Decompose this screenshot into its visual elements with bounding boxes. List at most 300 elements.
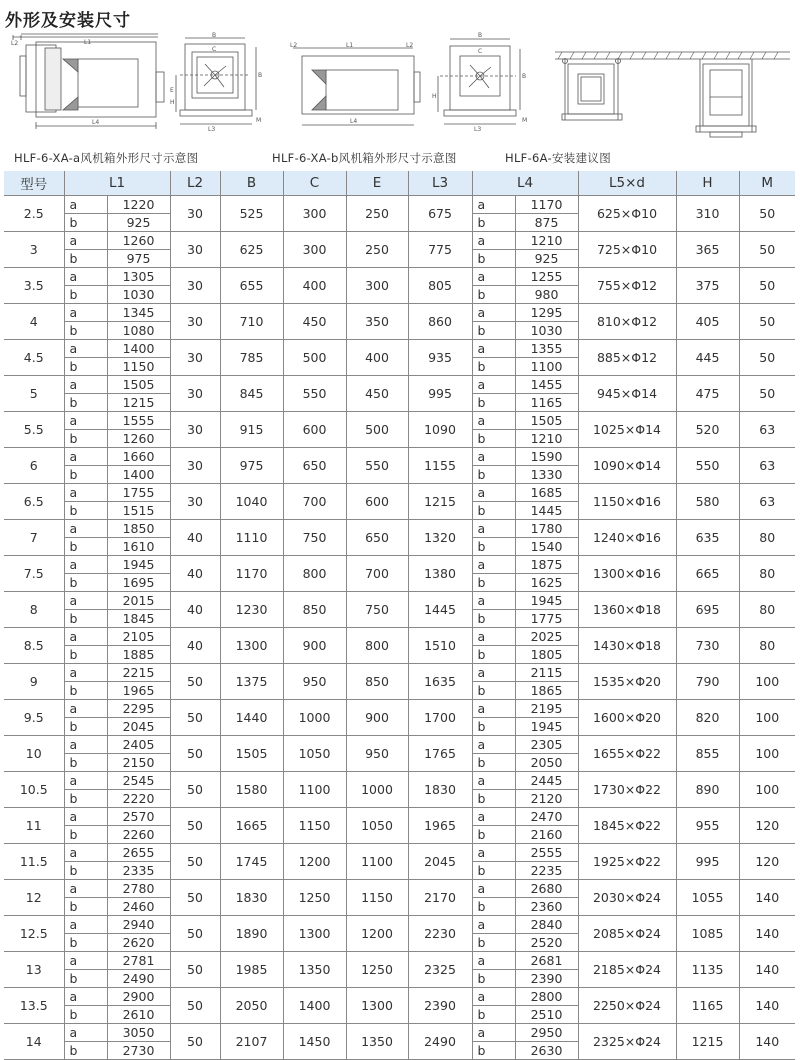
cell-l2: 30	[170, 340, 220, 376]
cell-b: 975	[220, 448, 283, 484]
cell-l2: 40	[170, 520, 220, 556]
cell-l3: 2390	[408, 988, 472, 1024]
cell-h: 695	[676, 592, 739, 628]
cell-h: 890	[676, 772, 739, 808]
cell-l4-a: 1590	[515, 448, 578, 466]
cell-model: 14	[4, 1024, 64, 1060]
cell-l5d: 625×Φ10	[578, 196, 676, 232]
cell-l4-a: 1780	[515, 520, 578, 538]
table-body	[4, 196, 795, 1060]
cell-l1-sub-b: b	[64, 826, 107, 844]
cell-c: 400	[283, 268, 346, 304]
cell-l4-b: 1165	[515, 394, 578, 412]
cell-l4-a: 2470	[515, 808, 578, 826]
cell-h: 955	[676, 808, 739, 844]
cell-m: 80	[739, 592, 795, 628]
cell-l2: 30	[170, 196, 220, 232]
cell-l1-a: 1660	[107, 448, 170, 466]
cell-b: 915	[220, 412, 283, 448]
cell-l4-a: 1875	[515, 556, 578, 574]
cell-l4-b: 2360	[515, 898, 578, 916]
cell-l1-b: 1845	[107, 610, 170, 628]
cell-l3: 1700	[408, 700, 472, 736]
cell-b: 1890	[220, 916, 283, 952]
cell-l2: 30	[170, 376, 220, 412]
cell-l3: 1510	[408, 628, 472, 664]
cell-l4-b: 1100	[515, 358, 578, 376]
table-row	[4, 952, 795, 970]
cell-model: 9.5	[4, 700, 64, 736]
cell-c: 1350	[283, 952, 346, 988]
cell-l4-sub-a: a	[472, 484, 515, 502]
cell-c: 950	[283, 664, 346, 700]
header-l1: L1	[64, 171, 170, 196]
cell-b: 1110	[220, 520, 283, 556]
cell-l4-sub-a: a	[472, 916, 515, 934]
cell-b: 1830	[220, 880, 283, 916]
cell-c: 850	[283, 592, 346, 628]
cell-l1-sub-b: b	[64, 682, 107, 700]
cell-l1-b: 1150	[107, 358, 170, 376]
cell-h: 635	[676, 520, 739, 556]
cell-h: 375	[676, 268, 739, 304]
cell-m: 120	[739, 844, 795, 880]
cell-l4-sub-b: b	[472, 574, 515, 592]
cell-e: 700	[346, 556, 408, 592]
cell-l4-sub-a: a	[472, 772, 515, 790]
cell-l4-sub-b: b	[472, 646, 515, 664]
cell-m: 80	[739, 556, 795, 592]
cell-l2: 50	[170, 700, 220, 736]
cell-l4-sub-b: b	[472, 862, 515, 880]
cell-h: 475	[676, 376, 739, 412]
cell-l1-a: 2295	[107, 700, 170, 718]
cell-l1-b: 2335	[107, 862, 170, 880]
cell-l1-b: 2150	[107, 754, 170, 772]
cell-l1-b: 1515	[107, 502, 170, 520]
cell-l5d: 2185×Φ24	[578, 952, 676, 988]
cell-l1-sub-a: a	[64, 412, 107, 430]
cell-l1-a: 1505	[107, 376, 170, 394]
cell-l1-a: 1305	[107, 268, 170, 286]
header-c: C	[283, 171, 346, 196]
cell-l3: 2490	[408, 1024, 472, 1060]
cell-m: 63	[739, 448, 795, 484]
cell-l5d: 1240×Φ16	[578, 520, 676, 556]
cell-l2: 50	[170, 772, 220, 808]
table-row	[4, 880, 795, 898]
table-row	[4, 268, 795, 286]
table-row	[4, 1024, 795, 1042]
cell-l4-a: 2195	[515, 700, 578, 718]
cell-l1-sub-a: a	[64, 1024, 107, 1042]
header-e: E	[346, 171, 408, 196]
cell-m: 63	[739, 412, 795, 448]
cell-e: 650	[346, 520, 408, 556]
cell-c: 1050	[283, 736, 346, 772]
table-row	[4, 844, 795, 862]
cell-model: 2.5	[4, 196, 64, 232]
cell-l1-sub-b: b	[64, 1006, 107, 1024]
cell-l1-sub-a: a	[64, 448, 107, 466]
cell-l2: 30	[170, 232, 220, 268]
header-l3: L3	[408, 171, 472, 196]
table-row	[4, 376, 795, 394]
fan-box-a-front-view-diagram	[170, 32, 270, 132]
cell-l4-a: 2840	[515, 916, 578, 934]
cell-model: 11	[4, 808, 64, 844]
cell-e: 1350	[346, 1024, 408, 1060]
cell-m: 50	[739, 304, 795, 340]
table-row	[4, 988, 795, 1006]
cell-c: 1400	[283, 988, 346, 1024]
cell-model: 12.5	[4, 916, 64, 952]
cell-c: 450	[283, 304, 346, 340]
cell-l1-sub-b: b	[64, 970, 107, 988]
cell-model: 3	[4, 232, 64, 268]
cell-l3: 2230	[408, 916, 472, 952]
cell-l5d: 1090×Φ14	[578, 448, 676, 484]
cell-l1-sub-a: a	[64, 340, 107, 358]
cell-m: 100	[739, 664, 795, 700]
cell-model: 6.5	[4, 484, 64, 520]
cell-l4-a: 1455	[515, 376, 578, 394]
dim-label-m-2: M	[522, 117, 528, 124]
cell-l1-b: 1695	[107, 574, 170, 592]
cell-l1-sub-a: a	[64, 592, 107, 610]
cell-l1-sub-b: b	[64, 214, 107, 232]
cell-h: 995	[676, 844, 739, 880]
header-l2: L2	[170, 171, 220, 196]
cell-l1-b: 1215	[107, 394, 170, 412]
cell-l1-b: 2730	[107, 1042, 170, 1060]
header-m: M	[739, 171, 795, 196]
cell-l1-b: 2460	[107, 898, 170, 916]
cell-h: 665	[676, 556, 739, 592]
cell-l1-sub-a: a	[64, 628, 107, 646]
cell-c: 900	[283, 628, 346, 664]
cell-l5d: 2085×Φ24	[578, 916, 676, 952]
section-title: 外形及安装尺寸	[5, 11, 131, 31]
cell-l1-sub-b: b	[64, 934, 107, 952]
cell-l4-b: 1945	[515, 718, 578, 736]
cell-c: 1300	[283, 916, 346, 952]
dim-label-b-vertical: B	[258, 72, 263, 79]
cell-model: 3.5	[4, 268, 64, 304]
cell-l3: 675	[408, 196, 472, 232]
cell-m: 80	[739, 628, 795, 664]
cell-l1-sub-b: b	[64, 430, 107, 448]
cell-l4-sub-b: b	[472, 250, 515, 268]
cell-e: 750	[346, 592, 408, 628]
table-row	[4, 592, 795, 610]
cell-l3: 1445	[408, 592, 472, 628]
cell-l4-a: 2681	[515, 952, 578, 970]
cell-m: 120	[739, 808, 795, 844]
dim-label-l2: L2	[11, 40, 19, 47]
cell-l1-b: 1400	[107, 466, 170, 484]
cell-e: 1050	[346, 808, 408, 844]
cell-l4-b: 925	[515, 250, 578, 268]
cell-model: 7.5	[4, 556, 64, 592]
cell-l4-sub-a: a	[472, 1024, 515, 1042]
cell-model: 13	[4, 952, 64, 988]
cell-m: 140	[739, 916, 795, 952]
cell-b: 1040	[220, 484, 283, 520]
cell-h: 445	[676, 340, 739, 376]
fan-box-b-side-view-diagram	[288, 32, 428, 132]
cell-l4-b: 2160	[515, 826, 578, 844]
cell-model: 4	[4, 304, 64, 340]
cell-l2: 50	[170, 736, 220, 772]
cell-l4-sub-a: a	[472, 304, 515, 322]
cell-l4-sub-b: b	[472, 286, 515, 304]
cell-l5d: 755×Φ12	[578, 268, 676, 304]
cell-l1-sub-a: a	[64, 304, 107, 322]
cell-h: 855	[676, 736, 739, 772]
cell-c: 500	[283, 340, 346, 376]
cell-e: 950	[346, 736, 408, 772]
cell-l4-b: 1805	[515, 646, 578, 664]
cell-e: 600	[346, 484, 408, 520]
cell-b: 1230	[220, 592, 283, 628]
cell-h: 1135	[676, 952, 739, 988]
cell-e: 850	[346, 664, 408, 700]
cell-e: 1000	[346, 772, 408, 808]
cell-e: 250	[346, 232, 408, 268]
cell-l4-sub-b: b	[472, 970, 515, 988]
cell-h: 1165	[676, 988, 739, 1024]
table-row	[4, 700, 795, 718]
table-row	[4, 736, 795, 754]
cell-l5d: 2325×Φ24	[578, 1024, 676, 1060]
cell-l4-a: 2305	[515, 736, 578, 754]
cell-b: 1300	[220, 628, 283, 664]
cell-l3: 2045	[408, 844, 472, 880]
cell-l4-sub-b: b	[472, 1042, 515, 1060]
cell-l1-a: 1945	[107, 556, 170, 574]
cell-model: 10.5	[4, 772, 64, 808]
caption-diagram-b: HLF-6-XA-b风机箱外形尺寸示意图	[272, 151, 457, 165]
cell-l3: 1215	[408, 484, 472, 520]
cell-l4-sub-a: a	[472, 196, 515, 214]
cell-l4-b: 2510	[515, 1006, 578, 1024]
cell-e: 500	[346, 412, 408, 448]
cell-b: 625	[220, 232, 283, 268]
cell-l1-a: 2781	[107, 952, 170, 970]
header-h: H	[676, 171, 739, 196]
cell-l3: 1635	[408, 664, 472, 700]
cell-c: 700	[283, 484, 346, 520]
cell-model: 4.5	[4, 340, 64, 376]
cell-l4-sub-b: b	[472, 538, 515, 556]
cell-e: 1100	[346, 844, 408, 880]
cell-l1-sub-b: b	[64, 718, 107, 736]
cell-h: 790	[676, 664, 739, 700]
cell-l4-b: 1330	[515, 466, 578, 484]
cell-l4-sub-b: b	[472, 682, 515, 700]
cell-l2: 50	[170, 844, 220, 880]
cell-l3: 2170	[408, 880, 472, 916]
cell-l4-sub-b: b	[472, 1006, 515, 1024]
caption-diagram-a: HLF-6-XA-a风机箱外形尺寸示意图	[14, 151, 199, 165]
cell-l4-a: 1170	[515, 196, 578, 214]
cell-l1-a: 2940	[107, 916, 170, 934]
cell-l1-a: 1345	[107, 304, 170, 322]
cell-h: 730	[676, 628, 739, 664]
cell-l3: 935	[408, 340, 472, 376]
cell-l4-sub-b: b	[472, 790, 515, 808]
cell-m: 50	[739, 268, 795, 304]
cell-l4-sub-b: b	[472, 826, 515, 844]
cell-b: 525	[220, 196, 283, 232]
cell-l4-a: 2800	[515, 988, 578, 1006]
cell-l1-b: 2045	[107, 718, 170, 736]
cell-l4-sub-a: a	[472, 376, 515, 394]
cell-l1-b: 2610	[107, 1006, 170, 1024]
cell-l4-sub-b: b	[472, 898, 515, 916]
cell-m: 140	[739, 1024, 795, 1060]
cell-l4-sub-a: a	[472, 448, 515, 466]
cell-b: 1375	[220, 664, 283, 700]
cell-l4-sub-b: b	[472, 322, 515, 340]
cell-b: 1665	[220, 808, 283, 844]
cell-b: 1440	[220, 700, 283, 736]
header-l5d: L5×d	[578, 171, 676, 196]
cell-l4-a: 1505	[515, 412, 578, 430]
cell-m: 140	[739, 880, 795, 916]
cell-l4-b: 1775	[515, 610, 578, 628]
cell-l1-a: 1555	[107, 412, 170, 430]
cell-e: 550	[346, 448, 408, 484]
cell-m: 50	[739, 376, 795, 412]
dimension-table	[4, 171, 795, 1060]
dim-label-l4-b: L4	[350, 118, 358, 125]
dim-label-c: C	[212, 46, 217, 53]
cell-l1-sub-a: a	[64, 520, 107, 538]
table-row	[4, 304, 795, 322]
cell-m: 80	[739, 520, 795, 556]
cell-l1-a: 2105	[107, 628, 170, 646]
cell-l5d: 1925×Φ22	[578, 844, 676, 880]
fan-box-b-front-view-diagram	[432, 32, 532, 132]
cell-l4-sub-a: a	[472, 844, 515, 862]
cell-l1-b: 1260	[107, 430, 170, 448]
cell-l1-a: 1755	[107, 484, 170, 502]
cell-l5d: 1150×Φ16	[578, 484, 676, 520]
cell-l3: 1155	[408, 448, 472, 484]
cell-c: 300	[283, 196, 346, 232]
cell-l2: 40	[170, 628, 220, 664]
dim-label-b: B	[212, 32, 217, 39]
cell-l2: 50	[170, 880, 220, 916]
cell-l1-sub-a: a	[64, 808, 107, 826]
cell-l1-a: 1260	[107, 232, 170, 250]
cell-b: 1170	[220, 556, 283, 592]
cell-l1-b: 1030	[107, 286, 170, 304]
dim-label-l1: L1	[84, 39, 92, 46]
cell-model: 6	[4, 448, 64, 484]
cell-b: 1985	[220, 952, 283, 988]
cell-l2: 30	[170, 304, 220, 340]
cell-model: 5.5	[4, 412, 64, 448]
cell-l3: 2325	[408, 952, 472, 988]
cell-l4-b: 2630	[515, 1042, 578, 1060]
cell-l3: 1090	[408, 412, 472, 448]
cell-l4-sub-a: a	[472, 340, 515, 358]
cell-l4-b: 2390	[515, 970, 578, 988]
cell-l4-sub-b: b	[472, 430, 515, 448]
header-b: B	[220, 171, 283, 196]
cell-l4-a: 2680	[515, 880, 578, 898]
cell-l1-sub-b: b	[64, 610, 107, 628]
cell-h: 550	[676, 448, 739, 484]
cell-l4-b: 1540	[515, 538, 578, 556]
cell-l4-b: 1865	[515, 682, 578, 700]
table-row	[4, 628, 795, 646]
cell-l1-sub-a: a	[64, 916, 107, 934]
cell-l3: 995	[408, 376, 472, 412]
cell-model: 9	[4, 664, 64, 700]
cell-h: 580	[676, 484, 739, 520]
cell-l2: 40	[170, 556, 220, 592]
cell-l3: 860	[408, 304, 472, 340]
cell-l2: 50	[170, 988, 220, 1024]
cell-l4-sub-a: a	[472, 232, 515, 250]
cell-l4-b: 2235	[515, 862, 578, 880]
cell-l4-a: 2025	[515, 628, 578, 646]
caption-install: HLF-6A-安装建议图	[505, 151, 611, 165]
cell-l1-a: 2655	[107, 844, 170, 862]
cell-m: 100	[739, 736, 795, 772]
cell-e: 450	[346, 376, 408, 412]
cell-h: 365	[676, 232, 739, 268]
cell-l5d: 2250×Φ24	[578, 988, 676, 1024]
cell-l1-sub-a: a	[64, 772, 107, 790]
cell-l4-b: 1210	[515, 430, 578, 448]
cell-c: 300	[283, 232, 346, 268]
cell-m: 100	[739, 772, 795, 808]
cell-l4-sub-a: a	[472, 664, 515, 682]
cell-l2: 50	[170, 664, 220, 700]
cell-l2: 30	[170, 268, 220, 304]
cell-e: 400	[346, 340, 408, 376]
cell-l4-a: 1355	[515, 340, 578, 358]
cell-l4-sub-b: b	[472, 214, 515, 232]
cell-l1-a: 2780	[107, 880, 170, 898]
cell-l4-sub-a: a	[472, 808, 515, 826]
cell-l1-a: 1850	[107, 520, 170, 538]
cell-l4-sub-a: a	[472, 520, 515, 538]
cell-l1-a: 1400	[107, 340, 170, 358]
cell-b: 1745	[220, 844, 283, 880]
cell-m: 63	[739, 484, 795, 520]
cell-l4-b: 980	[515, 286, 578, 304]
cell-h: 520	[676, 412, 739, 448]
cell-l1-b: 2490	[107, 970, 170, 988]
cell-l1-sub-a: a	[64, 880, 107, 898]
cell-model: 11.5	[4, 844, 64, 880]
cell-l1-sub-b: b	[64, 394, 107, 412]
cell-l1-a: 2900	[107, 988, 170, 1006]
dim-label-l4: L4	[92, 119, 100, 126]
cell-l4-sub-b: b	[472, 502, 515, 520]
cell-l1-sub-b: b	[64, 790, 107, 808]
cell-l5d: 1845×Φ22	[578, 808, 676, 844]
cell-l4-sub-a: a	[472, 736, 515, 754]
cell-model: 5	[4, 376, 64, 412]
cell-c: 1000	[283, 700, 346, 736]
